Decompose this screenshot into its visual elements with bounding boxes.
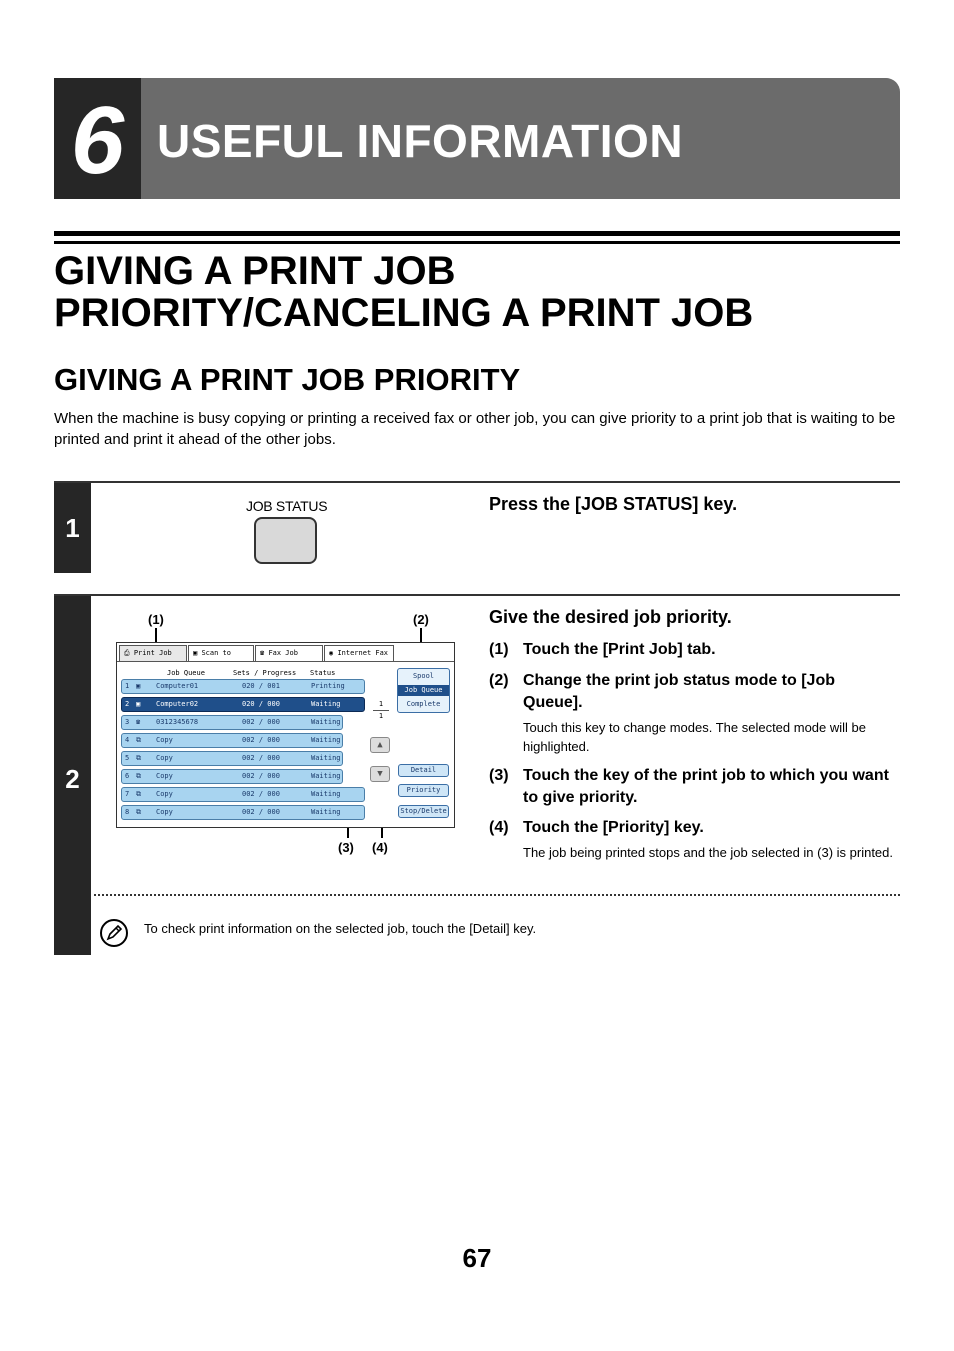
job-row-2[interactable] (121, 697, 365, 712)
step1-heading: Press the [JOB STATUS] key. (489, 494, 738, 514)
job-row-status: Waiting (311, 790, 341, 798)
internet-fax-icon: ◉ (329, 649, 334, 657)
job-row-status: Waiting (311, 772, 341, 780)
substep2-desc: Touch this key to change modes. The selected mode will be highlighted. (523, 720, 867, 754)
job-row-sets: 002 / 000 (242, 808, 280, 816)
job-row-3[interactable] (121, 715, 343, 730)
job-row-name: Copy (156, 790, 173, 798)
substep3-number: (3) (489, 767, 509, 784)
note-text: To check print information on the selected job, touch the [Detail] key. (144, 921, 537, 936)
job-row-sets: 002 / 000 (242, 772, 280, 780)
detail-button[interactable]: Detail (398, 764, 449, 777)
tab-scan-to[interactable] (188, 645, 254, 661)
job-row-number: 8 (125, 808, 130, 816)
job-row-number: 6 (125, 772, 130, 780)
job-row-8[interactable] (121, 805, 365, 820)
job-row-status: Waiting (311, 736, 341, 744)
job-row-status: Waiting (311, 808, 341, 816)
step1-number-box (54, 483, 91, 573)
job-row-sets: 020 / 001 (242, 682, 280, 690)
intro-paragraph: When the machine is busy copying or printing a received fax or other job, you can give priority to a print job that is waiting to be printed and print it ahead of the other jobs. (54, 410, 896, 448)
job-row-status: Waiting (311, 718, 341, 726)
job-row-number: 2 (125, 700, 130, 708)
page-number: 67 (462, 1243, 492, 1273)
job-status-key[interactable] (254, 517, 317, 564)
copy-icon: ⧉ (136, 754, 141, 762)
page-title (54, 250, 753, 334)
computer-icon: ▣ (136, 700, 141, 708)
job-row-name: 0312345678 (156, 718, 199, 726)
job-status-key-label: JOB STATUS (246, 498, 328, 514)
substep1-number: (1) (489, 641, 509, 658)
callout-4: (4) (372, 840, 388, 855)
section-title: GIVING A PRINT JOB PRIORITY (54, 362, 521, 397)
page-title-line2: PRIORITY/CANCELING A PRINT JOB (54, 291, 754, 335)
callout-3: (3) (338, 840, 354, 855)
tab-fax-job[interactable] (255, 645, 323, 661)
substep4-desc: The job being printed stops and the job selected in (3) is printed. (523, 845, 894, 860)
chapter-title: USEFUL INFORMATION (157, 115, 684, 167)
scanner-icon: ▣ (193, 649, 198, 657)
job-row-name: Copy (156, 754, 173, 762)
page-title-line1: GIVING A PRINT JOB (54, 249, 456, 293)
job-row-sets: 002 / 000 (242, 736, 280, 744)
column-job-queue: Job Queue (167, 669, 205, 677)
step1-rule (54, 481, 900, 483)
mode-spool[interactable]: Spool (412, 672, 435, 680)
page-total: 1 (378, 712, 384, 720)
substep4-text: Touch the [Priority] key. (523, 819, 704, 836)
title-rule-thin (54, 241, 900, 244)
callout-1: (1) (148, 612, 164, 627)
scroll-down-button[interactable]: ▼ (370, 766, 390, 782)
job-row-1[interactable] (121, 679, 365, 694)
job-row-name: Computer01 (156, 682, 199, 690)
job-row-name: Computer02 (156, 700, 199, 708)
substep2-number: (2) (489, 672, 509, 689)
job-row-5[interactable] (121, 751, 343, 766)
tab-divider (117, 661, 454, 662)
column-status: Status (310, 669, 336, 677)
tab-internet-fax[interactable] (324, 645, 394, 661)
tab-fax-job-label: Fax Job (268, 649, 298, 657)
callout-2: (2) (413, 612, 429, 627)
title-rule-thick (54, 231, 900, 236)
step2-rule (54, 594, 900, 596)
job-row-status: Waiting (311, 754, 341, 762)
job-row-number: 5 (125, 754, 130, 762)
copy-icon: ⧉ (136, 808, 141, 816)
step2-number-box (54, 596, 91, 955)
job-row-sets: 002 / 000 (242, 754, 280, 762)
mode-selector[interactable] (397, 668, 450, 713)
step2-number: 2 (65, 764, 80, 794)
step2-heading: Give the desired job priority. (489, 607, 732, 627)
job-row-name: Copy (156, 736, 173, 744)
note-separator (94, 894, 900, 896)
tab-print-job-label: Print Job (133, 649, 172, 657)
job-row-sets: 020 / 000 (242, 700, 280, 708)
fax-icon: ☎ (260, 649, 265, 657)
job-row-4[interactable] (121, 733, 343, 748)
column-sets-progress: Sets / Progress (233, 669, 297, 677)
job-row-number: 1 (125, 682, 130, 690)
tab-internet-fax-label: Internet Fax (337, 649, 389, 657)
job-row-status: Printing (311, 682, 345, 690)
pencil-note-icon (99, 918, 129, 948)
job-row-name: Copy (156, 808, 173, 816)
fax-icon: ☎ (136, 718, 141, 726)
computer-icon: ▣ (136, 682, 141, 690)
tab-print-job[interactable] (119, 645, 187, 661)
copy-icon: ⧉ (136, 790, 141, 798)
job-row-number: 4 (125, 736, 130, 744)
step1-number: 1 (65, 513, 80, 543)
page-current: 1 (378, 700, 384, 708)
job-row-sets: 002 / 000 (242, 718, 280, 726)
job-row-number: 3 (125, 718, 130, 726)
job-row-status: Waiting (311, 700, 341, 708)
job-row-7[interactable] (121, 787, 365, 802)
mode-complete[interactable]: Complete (406, 700, 441, 708)
job-status-screen (116, 642, 455, 828)
chapter-number: 6 (70, 87, 125, 194)
chapter-banner (54, 78, 900, 199)
stop-delete-button[interactable]: Stop/Delete (398, 805, 449, 818)
copy-icon: ⧉ (136, 736, 141, 744)
job-row-sets: 002 / 000 (242, 790, 280, 798)
substep4-number: (4) (489, 819, 509, 836)
priority-button[interactable]: Priority (398, 784, 449, 797)
tab-scan-to-label: Scan to (201, 649, 231, 657)
substep3-text: Touch the key of the print job to which you want to give priority. (523, 767, 889, 806)
printer-icon: ⎙ (124, 649, 130, 657)
scroll-up-button[interactable]: ▲ (370, 737, 390, 753)
substep1-text: Touch the [Print Job] tab. (523, 641, 716, 658)
mode-job-queue[interactable]: Job Queue (398, 685, 449, 696)
job-row-6[interactable] (121, 769, 343, 784)
job-row-name: Copy (156, 772, 173, 780)
substep2-text: Change the print job status mode to [Job Queue]. (523, 672, 835, 711)
page-divider (373, 710, 389, 711)
chapter-number-box (54, 78, 141, 199)
copy-icon: ⧉ (136, 772, 141, 780)
job-row-number: 7 (125, 790, 130, 798)
